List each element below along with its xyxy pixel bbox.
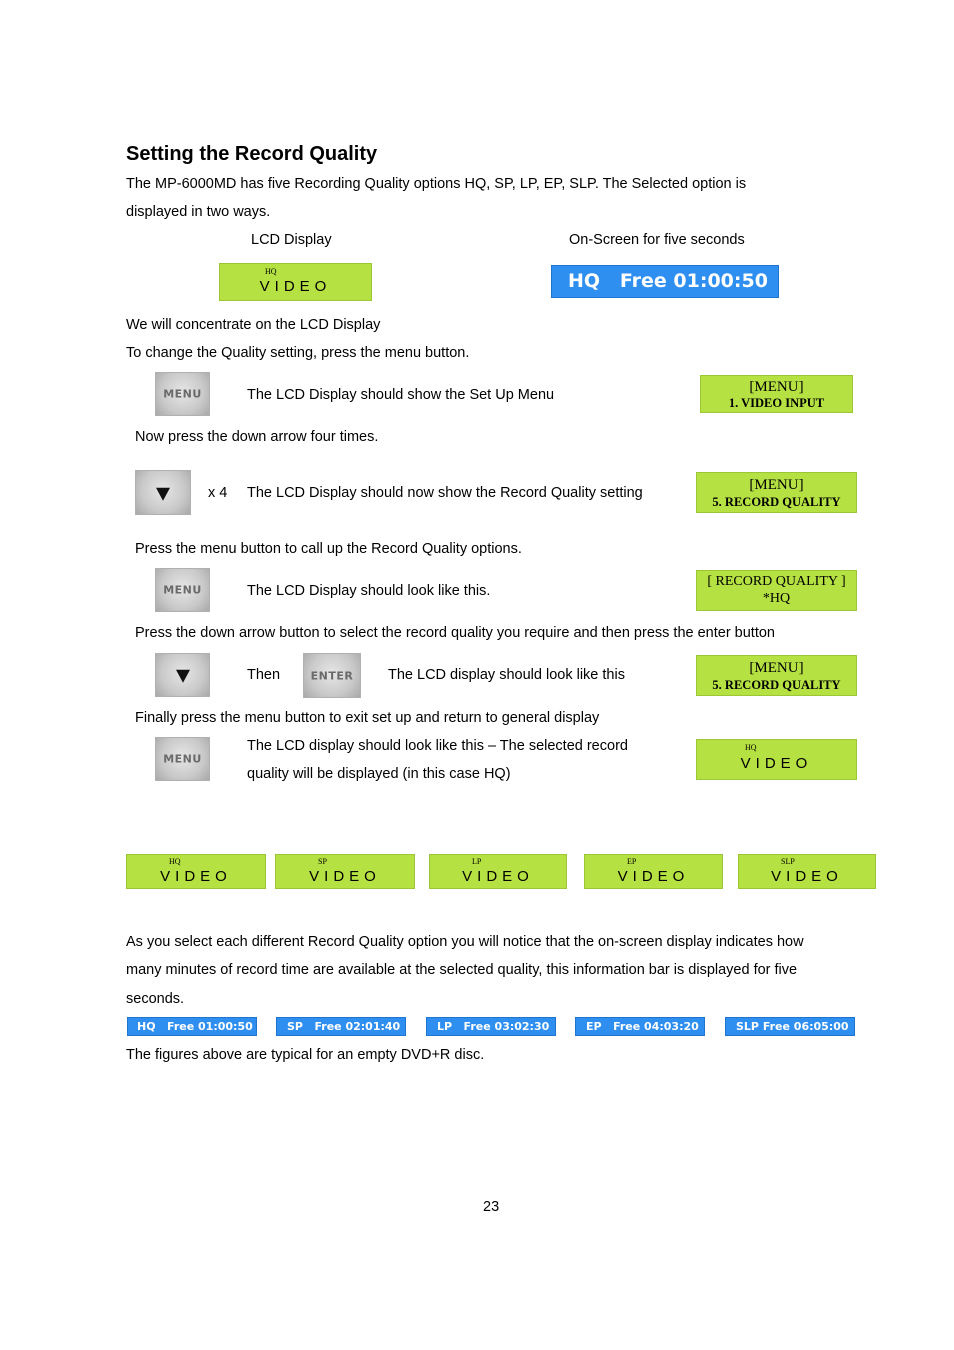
then-text: Then xyxy=(247,667,281,683)
lcd-video-text: VIDEO xyxy=(771,868,843,885)
lcd-display-final xyxy=(696,739,857,780)
lcd-quality: LP xyxy=(472,857,482,866)
lcd-line-2: 5. RECORD QUALITY xyxy=(712,678,841,692)
lcd-line-2: *HQ xyxy=(762,591,791,606)
step2-text: The LCD Display should now show the Record Quality setting xyxy=(247,485,643,501)
lcd-row-item xyxy=(584,854,723,889)
down-arrow-icon xyxy=(176,670,190,683)
lcd-display-top xyxy=(219,263,372,301)
lcd-display-label: LCD Display xyxy=(251,232,332,248)
page-number: 23 xyxy=(483,1199,500,1215)
press-menu-options-text: Press the menu button to call up the Record Quality options. xyxy=(135,541,522,557)
lcd-line-1: [MENU] xyxy=(749,379,804,395)
lcd-row-item xyxy=(126,854,266,889)
menu-button-label: MENU xyxy=(163,752,202,766)
onscreen-bar-top: HQ Free 01:00:50 xyxy=(551,265,779,298)
lcd-video-text: VIDEO xyxy=(617,868,690,885)
lcd-video-text: VIDEO xyxy=(740,755,813,772)
intro-line-1: The MP-6000MD has five Recording Quality options HQ, SP, LP, EP, SLP. The Selected option is xyxy=(126,176,747,192)
step3-text: The LCD Display should look like this. xyxy=(247,583,491,599)
lcd-quality: HQ xyxy=(169,857,181,866)
lcd-quality: HQ xyxy=(745,743,757,752)
lcd-row-item xyxy=(275,854,415,889)
down-arrow-button-image xyxy=(135,470,191,515)
para-line-3: seconds. xyxy=(126,991,185,1007)
down-arrow-button-image xyxy=(155,653,210,697)
lcd-video-text: VIDEO xyxy=(462,868,534,885)
change-quality-text: To change the Quality setting, press the menu button. xyxy=(126,345,470,361)
times-four: x 4 xyxy=(208,485,228,501)
menu-button-label: MENU xyxy=(163,387,202,401)
step5-text-line-2: quality will be displayed (in this case HQ) xyxy=(247,766,511,782)
concentrate-text: We will concentrate on the LCD Display xyxy=(126,317,381,333)
lcd-quality: SP xyxy=(318,857,327,866)
onscreen-bar: SP Free 02:01:40 xyxy=(276,1017,406,1036)
lcd-record-quality-menu xyxy=(696,472,857,513)
lcd-row-item xyxy=(738,854,876,889)
menu-button-label: MENU xyxy=(163,583,202,597)
lcd-line-2: 1. VIDEO INPUT xyxy=(728,396,825,410)
menu-button-image xyxy=(155,372,210,416)
lcd-record-quality-menu xyxy=(696,655,857,696)
page-title: Setting the Record Quality xyxy=(126,143,378,165)
enter-button-label: ENTER xyxy=(310,669,354,682)
onscreen-bar: SLP Free 06:05:00 xyxy=(725,1017,855,1036)
enter-button-image xyxy=(303,653,361,698)
down-arrow-icon xyxy=(156,487,170,500)
lcd-setup-menu xyxy=(700,375,853,413)
lcd-line-1: [MENU] xyxy=(749,660,804,676)
para-line-1: As you select each different Record Quality option you will notice that the on-screen display indicates how xyxy=(126,934,804,950)
press-down-enter-text: Press the down arrow button to select the record quality you require and then press the enter button xyxy=(135,625,775,641)
menu-button-image xyxy=(155,568,210,612)
down-four-text: Now press the down arrow four times. xyxy=(135,429,379,445)
onscreen-bar: LP Free 03:02:30 xyxy=(426,1017,556,1036)
lcd-line-2: 5. RECORD QUALITY xyxy=(712,495,841,509)
lcd-quality: EP xyxy=(627,857,637,866)
lcd-video-text: VIDEO xyxy=(259,278,332,295)
onscreen-bar: EP Free 04:03:20 xyxy=(575,1017,705,1036)
intro-line-2: displayed in two ways. xyxy=(126,204,271,220)
lcd-quality: HQ xyxy=(265,267,277,276)
lcd-video-text: VIDEO xyxy=(160,868,232,885)
finally-text: Finally press the menu button to exit set up and return to general display xyxy=(135,710,600,726)
step5-text-line-1: The LCD display should look like this – The selected record xyxy=(247,738,628,754)
onscreen-label: On-Screen for five seconds xyxy=(569,232,745,248)
step1-text: The LCD Display should show the Set Up Menu xyxy=(247,387,555,403)
step4-text: The LCD display should look like this xyxy=(388,667,625,683)
menu-button-image xyxy=(155,737,210,781)
onscreen-bar: HQ Free 01:00:50 xyxy=(127,1017,257,1036)
para-line-2: many minutes of record time are available at the selected quality, this information bar is displayed for five xyxy=(126,962,798,978)
figures-note: The figures above are typical for an empty DVD+R disc. xyxy=(126,1047,485,1063)
lcd-line-1: [ RECORD QUALITY ] xyxy=(707,574,846,589)
lcd-quality: SLP xyxy=(781,857,795,866)
lcd-row-item xyxy=(429,854,567,889)
lcd-record-quality-options xyxy=(696,570,857,611)
lcd-line-1: [MENU] xyxy=(749,477,804,493)
lcd-video-text: VIDEO xyxy=(309,868,381,885)
